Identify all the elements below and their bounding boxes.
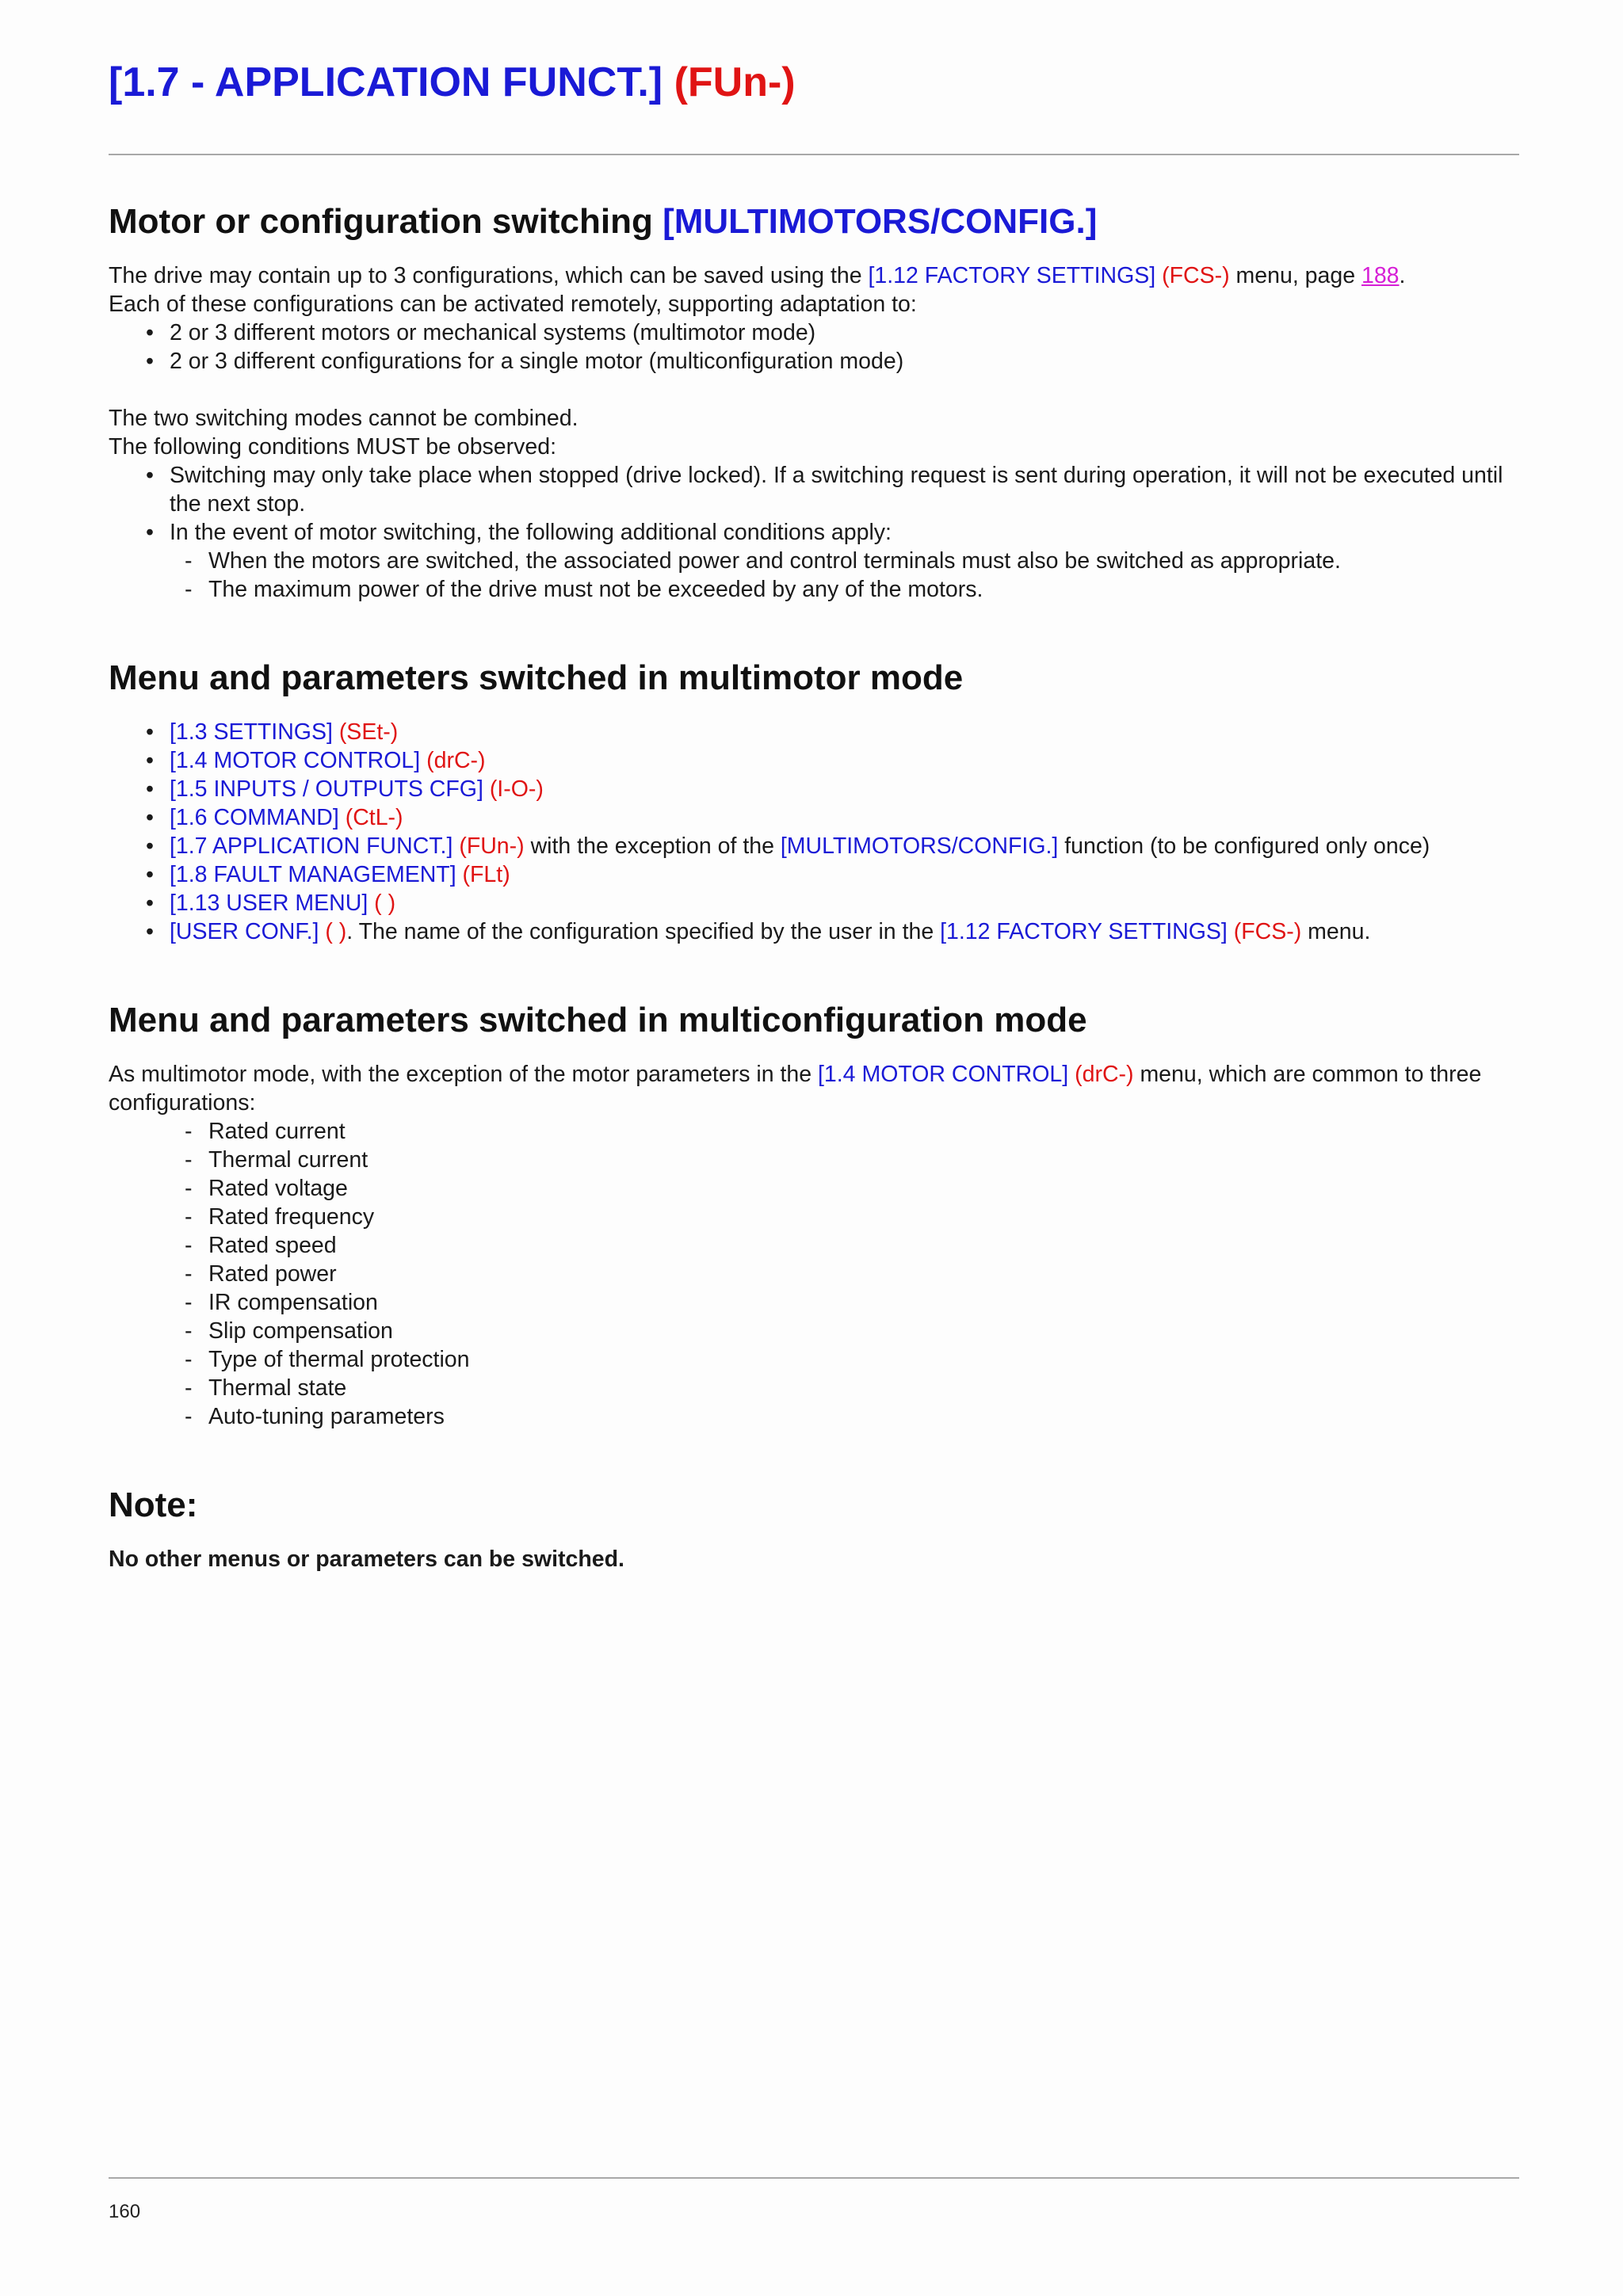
list-item: • 2 or 3 different configurations for a single motor (multiconfiguration mode) (109, 347, 1521, 376)
note-text: No other menus or parameters can be switched. (109, 1547, 624, 1572)
list-item: - When the motors are switched, the associated power and control terminals must also be switched as appropriate. (109, 547, 1521, 575)
footer-divider (109, 2177, 1519, 2179)
list-item: - Type of thermal protection (109, 1345, 1521, 1374)
section-heading-multiconfiguration: Menu and parameters switched in multiconfiguration mode (109, 1001, 1087, 1039)
list-item: • In the event of motor switching, the following additional conditions apply: (109, 518, 1521, 547)
adaptation-paragraph: Each of these configurations can be activated remotely, supporting adaptation to: (109, 292, 917, 317)
list-item: - Rated frequency (109, 1203, 1521, 1231)
page-title (109, 57, 796, 108)
list-item: • [1.7 APPLICATION FUNCT.] (FUn-) with the exception of the [MULTIMOTORS/CONFIG.] function (to be configured only once) (109, 832, 1521, 860)
list-item: - Auto-tuning parameters (109, 1402, 1521, 1431)
page-number: 160 (109, 2201, 141, 2222)
list-item: • [1.8 FAULT MANAGEMENT] (FLt) (109, 860, 1521, 889)
list-item: • [USER CONF.] ( ). The name of the configuration specified by the user in the [1.12 FACTORY SETTINGS] (FCS-) menu. (109, 917, 1521, 946)
page-title-menu: [1.7 - APPLICATION FUNCT.] (109, 59, 663, 105)
page-content (109, 198, 1521, 1573)
list-item: • [1.13 USER MENU] ( ) (109, 889, 1521, 917)
list-item: • [1.4 MOTOR CONTROL] (drC-) (109, 746, 1521, 775)
list-item: - Rated current (109, 1117, 1521, 1146)
common-parameters-list (109, 1117, 1521, 1431)
list-item: • [1.5 INPUTS / OUTPUTS CFG] (I-O-) (109, 775, 1521, 803)
list-item: • Switching may only take place when stopped (drive locked). If a switching request is sent during operation, it will not be executed until the next stop. (109, 461, 1521, 518)
conditions-paragraph: The following conditions MUST be observed: (109, 434, 557, 460)
motor-switching-conditions (109, 547, 1521, 604)
conditions-list (109, 461, 1521, 547)
page-title-code: (FUn-) (674, 59, 796, 105)
multiconfig-paragraph: As multimotor mode, with the exception of the motor parameters in the [1.4 MOTOR CONTROL] (drC-) menu, which are common to three configurations: (109, 1062, 1482, 1116)
list-item: • [1.3 SETTINGS] (SEt-) (109, 718, 1521, 746)
section-heading-multimotor: Menu and parameters switched in multimotor mode (109, 658, 964, 697)
page-link-188[interactable]: 188 (1361, 263, 1400, 288)
list-item: - Rated power (109, 1260, 1521, 1288)
list-item: - Rated speed (109, 1231, 1521, 1260)
multimotor-menu-list (109, 718, 1521, 946)
list-item: - Thermal state (109, 1374, 1521, 1402)
list-item: - The maximum power of the drive must not be exceeded by any of the motors. (109, 575, 1521, 604)
list-item: - IR compensation (109, 1288, 1521, 1317)
note-heading: Note: (109, 1486, 198, 1524)
list-item: - Thermal current (109, 1146, 1521, 1174)
list-item: - Rated voltage (109, 1174, 1521, 1203)
list-item: • 2 or 3 different motors or mechanical systems (multimotor mode) (109, 318, 1521, 347)
header-divider (109, 154, 1519, 155)
modes-paragraph: The two switching modes cannot be combined. (109, 406, 579, 431)
list-item: • [1.6 COMMAND] (CtL-) (109, 803, 1521, 832)
list-item: - Slip compensation (109, 1317, 1521, 1345)
intro-paragraph: The drive may contain up to 3 configurations, which can be saved using the [1.12 FACTORY SETTINGS] (FCS-) menu, page 188. (109, 263, 1406, 288)
adaptation-list (109, 318, 1521, 376)
section-heading-switching: Motor or configuration switching [MULTIMOTORS/CONFIG.] (109, 202, 1098, 241)
